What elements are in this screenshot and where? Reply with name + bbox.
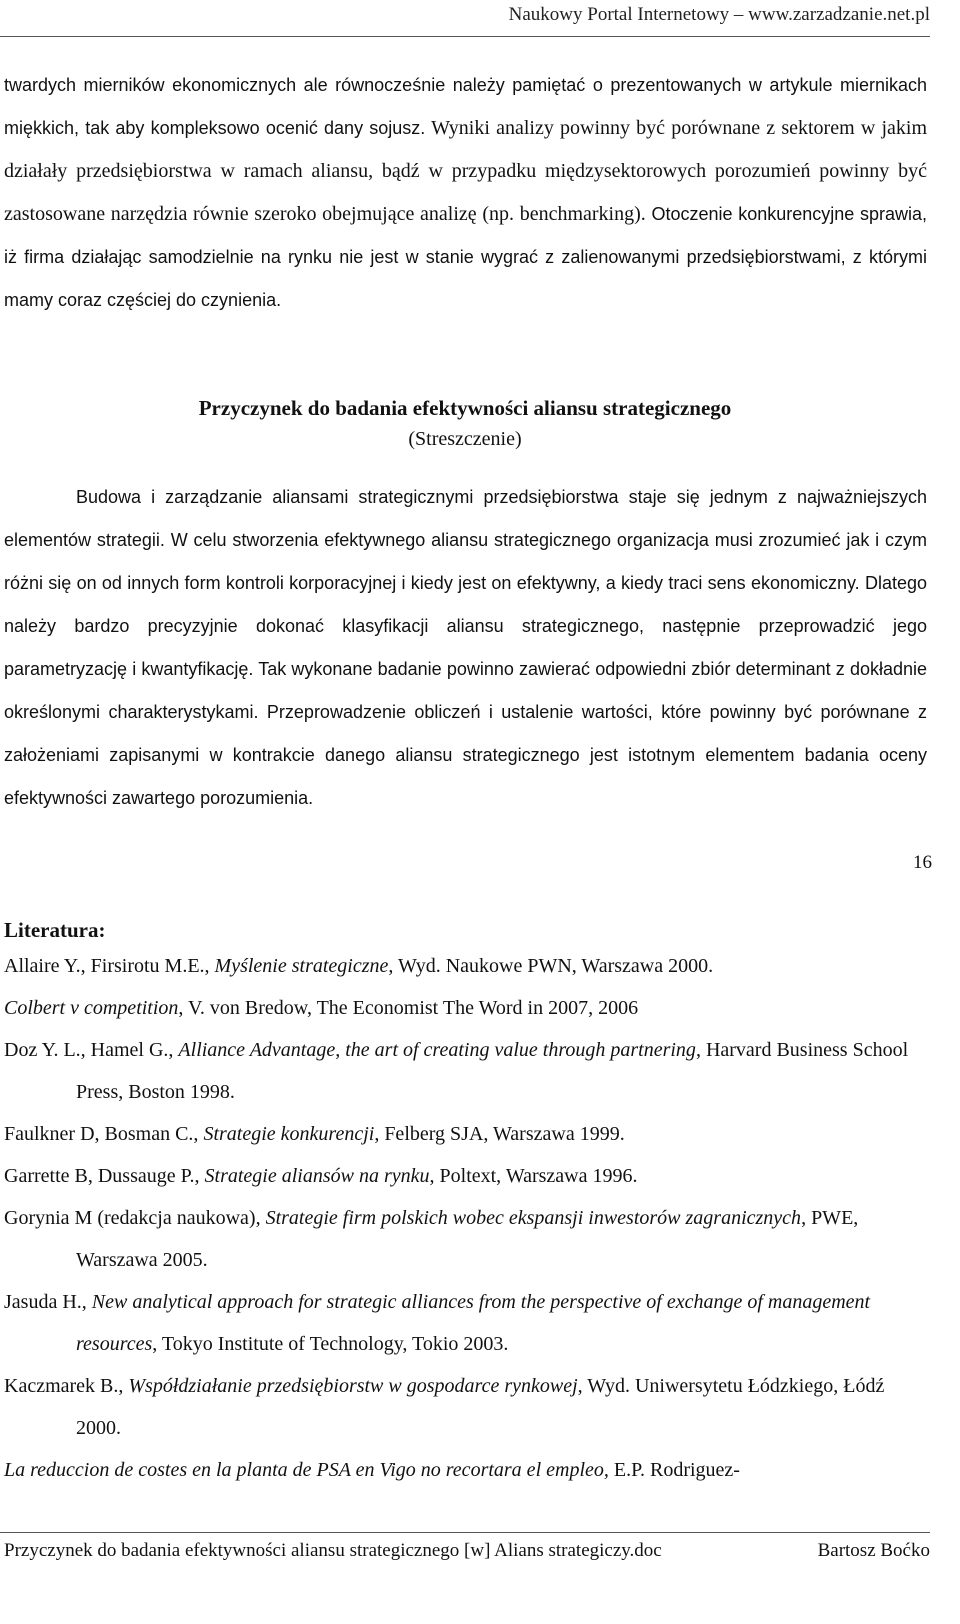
summary-sentence-1: Budowa i zarządzanie aliansami strategicznymi przedsiębiorstwa staje się jednym z najważniejszych elementów strategii.: [4, 487, 927, 550]
reference-item: Gorynia M (redakcja naukowa), Strategie firm polskich wobec ekspansji inwestorów zagranicznych, PWE, Warszawa 2005.: [4, 1207, 859, 1271]
page-number-marker: 16: [913, 852, 932, 873]
header-divider: [0, 36, 930, 37]
footer-author: Bartosz Boćko: [817, 1540, 930, 1561]
summary-paragraph: [4, 476, 927, 820]
header-text: Naukowy Portal Internetowy – www.zarzadzanie.net.pl: [508, 4, 930, 25]
intro-part-1: twardych mierników ekonomicznych ale równocześnie należy pamiętać o prezentowanych w artykule miernikach miękkich, tak aby kompleksowo ocenić dany sojusz.: [4, 75, 927, 138]
page-footer: [4, 1540, 930, 1562]
intro-part-3: Otoczenie konkurencyjne sprawia, iż firma działając samodzielnie na rynku nie jest w stanie wygrać z zalienowanymi przedsiębiorstwami, z którymi mamy coraz częściej do czynienia.: [4, 204, 927, 310]
summary-title: Przyczynek do badania efektywności aliansu strategicznego: [198, 396, 732, 420]
reference-list: [4, 945, 927, 1491]
summary-subtitle: (Streszczenie): [408, 428, 522, 450]
intro-part-2: Wyniki analizy powinny być porównane z sektorem w jakim działały przedsiębiorstwa w ramach aliansu, bądź w przypadku międzysektorowych porozumień powinny być zastosowane narzędzia równie szeroko obejmujące analizę (np. benchmarking).: [4, 117, 927, 225]
reference-item: Faulkner D, Bosman C., Strategie konkurencji, Felberg SJA, Warszawa 1999.: [4, 1123, 625, 1145]
reference-item: Allaire Y., Firsirotu M.E., Myślenie strategiczne, Wyd. Naukowe PWN, Warszawa 2000.: [4, 955, 714, 977]
footer-divider: [0, 1532, 930, 1533]
reference-item: Doz Y. L., Hamel G., Alliance Advantage, the art of creating value through partnering, Harvard Business School Press, Boston 1998.: [4, 1039, 909, 1103]
summary-sentence-3: Dlatego należy bardzo precyzyjnie dokonać klasyfikacji aliansu strategicznego, następnie przeprowadzić jego parametryzację i kwantyfikację.: [4, 573, 927, 679]
summary-sentence-4: Tak wykonane badanie powinno zawierać odpowiedni zbiór determinant z dokładnie określonymi charakterystykami.: [4, 659, 928, 722]
reference-item: Garrette B, Dussauge P., Strategie aliansów na rynku, Poltext, Warszawa 1996.: [4, 1165, 638, 1187]
reference-item: Kaczmarek B., Współdziałanie przedsiębiorstw w gospodarce rynkowej, Wyd. Uniwersytetu Łódzkiego, Łódź 2000.: [4, 1375, 885, 1439]
reference-item: Colbert v competition, V. von Bredow, The Economist The Word in 2007, 2006: [4, 997, 639, 1019]
reference-item: Jasuda H., New analytical approach for strategic alliances from the perspective of exchange of management resources, Tokyo Institute of Technology, Tokio 2003.: [4, 1291, 871, 1355]
intro-paragraph: [4, 64, 927, 322]
footer-document-title: Przyczynek do badania efektywności aliansu strategicznego [w] Alians strategiczy.doc: [4, 1540, 662, 1561]
literature-heading: Literatura:: [4, 918, 106, 942]
summary-sentence-2: W celu stworzenia efektywnego aliansu strategicznego organizacja musi zrozumieć jak i czym różni się on od innych form kontroli korporacyjnej i kiedy jest on efektywny, a kiedy traci sens ekonomiczny.: [4, 530, 927, 593]
summary-sentence-5: Przeprowadzenie obliczeń i ustalenie wartości, które powinny być porównane z założeniami zapisanymi w kontrakcie danego aliansu strategicznego jest istotnym elementem badania oceny efektywności zawartego porozumienia.: [4, 702, 927, 808]
reference-item: La reduccion de costes en la planta de PSA en Vigo no recortara el empleo, E.P. Rodriguez-: [4, 1459, 740, 1481]
page-header: [0, 0, 930, 34]
